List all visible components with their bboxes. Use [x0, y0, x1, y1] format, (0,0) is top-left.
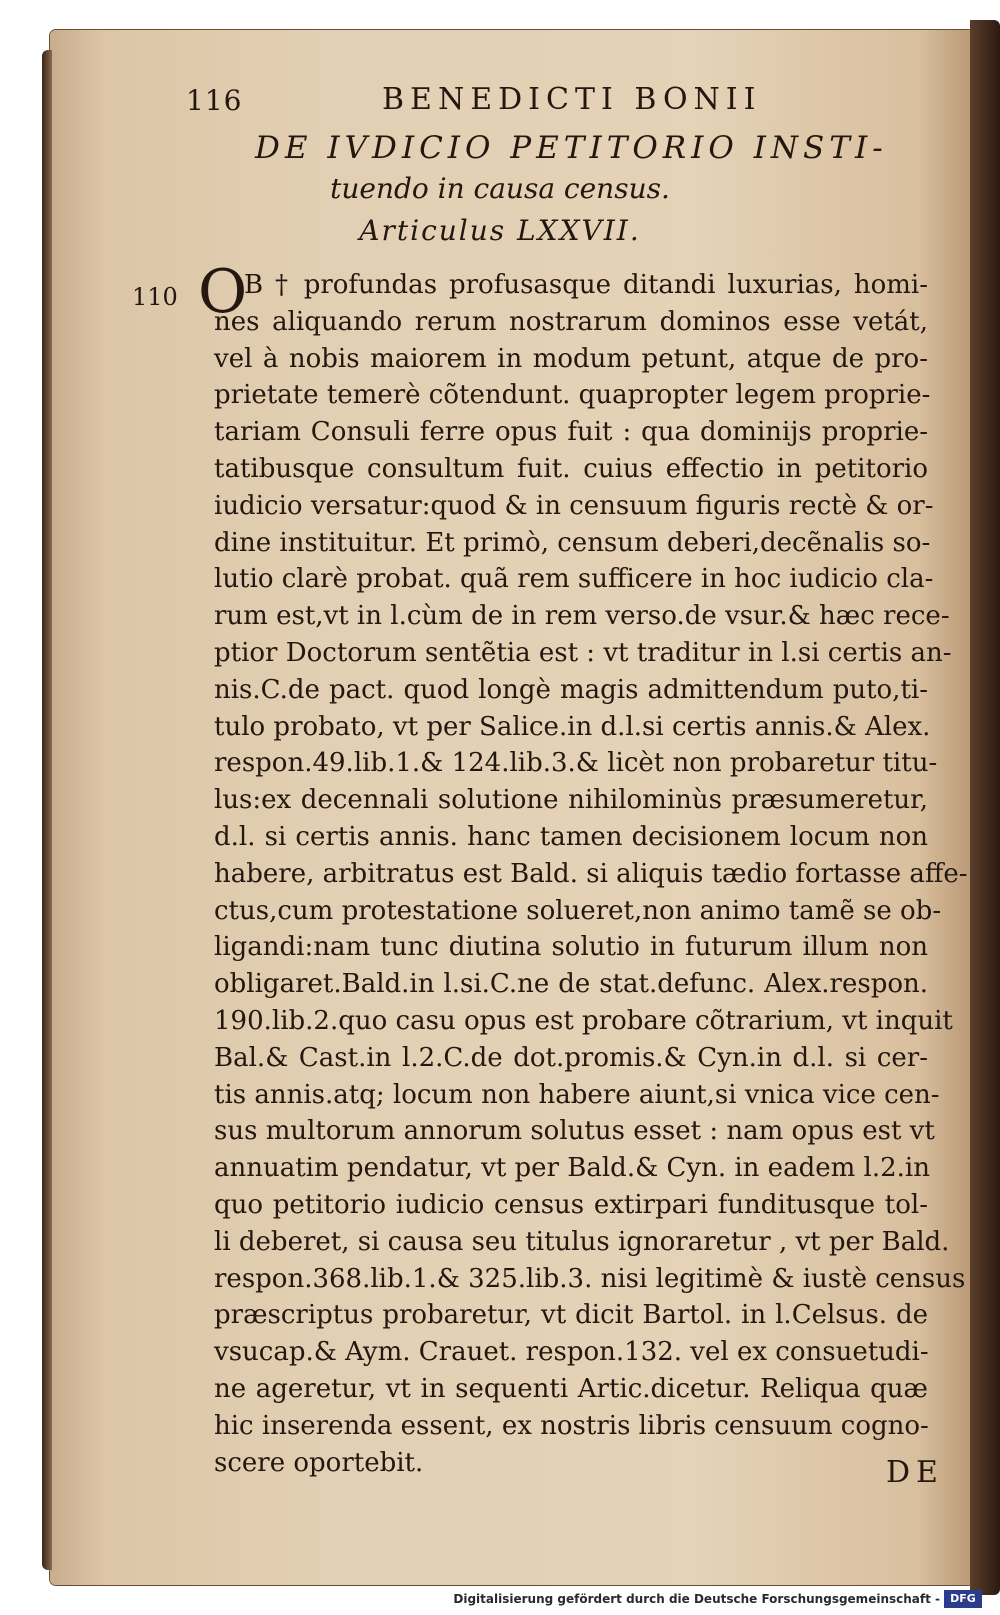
- body-line: Bal.& Cast.in l.2.C.de dot.promis.& Cyn.in d.l. si cer-: [214, 1042, 928, 1073]
- body-line: annuatim pendatur, vt per Bald.& Cyn. in eadem l.2.in: [214, 1153, 930, 1184]
- body-line: ne ageretur, vt in sequenti Artic.dicetur. Reliqua quæ: [214, 1374, 928, 1404]
- catchword: DE: [886, 1455, 944, 1490]
- body-line: prietate temerè cõtendunt. quapropter legem proprie-: [214, 380, 931, 411]
- chapter-title-line-2: tuendo in causa census.: [330, 172, 670, 205]
- marginal-number: 110: [132, 283, 178, 311]
- body-line: d.l. si certis annis. hanc tamen decisionem locum non: [214, 822, 928, 852]
- body-line: iudicio versatur:quod & in censuum figuris rectè & or-: [214, 490, 934, 521]
- body-line: vsucap.& Aym. Crauet. respon.132. vel ex consuetudi-: [214, 1337, 929, 1368]
- body-line: respon.49.lib.1.& 124.lib.3.& licèt non probaretur titu-: [214, 748, 938, 779]
- body-line: tariam Consuli ferre opus fuit : qua dominijs proprie-: [214, 417, 928, 448]
- digitization-credit: Digitalisierung gefördert durch die Deutsche Forschungsgemeinschaft -: [453, 1592, 940, 1606]
- running-title: BENEDICTI BONII: [382, 82, 762, 117]
- body-line: nis.C.de pact. quod longè magis admittendum puto,ti-: [214, 674, 928, 705]
- body-line: rum est,vt in l.cùm de in rem verso.de vsur.& hæc rece-: [214, 601, 950, 632]
- drop-cap-initial: O: [198, 257, 248, 327]
- body-line: hic inserenda essent, ex nostris libris censuum cogno-: [214, 1410, 929, 1441]
- chapter-title-line-1: DE IVDICIO PETITORIO INSTI-: [255, 130, 888, 166]
- body-line: respon.368.lib.1.& 325.lib.3. nisi legitimè & iustè census: [214, 1263, 966, 1294]
- body-line: sus multorum annorum solutus esset : nam opus est vt: [214, 1116, 935, 1147]
- body-line: tulo probato, vt per Salice.in d.l.si certis annis.& Alex.: [214, 711, 931, 742]
- body-line: lutio clarè probat. quã rem sufficere in hoc iudicio cla-: [214, 564, 934, 595]
- body-line: li deberet, si causa seu titulus ignoraretur , vt per Bald.: [214, 1226, 950, 1257]
- body-line: ligandi:nam tunc diutina solutio in futurum illum non: [214, 932, 928, 963]
- body-line: obligaret.Bald.in l.si.C.ne de stat.defunc. Alex.respon.: [214, 969, 928, 1000]
- body-line: B † profundas profusasque ditandi luxurias, homi-: [244, 270, 928, 300]
- body-line: dine instituitur. Et primò, censum deberi,decẽnalis so-: [214, 527, 931, 558]
- body-line: quo petitorio iudicio census extirpari funditusque tol-: [214, 1190, 928, 1220]
- body-line: scere oportebit.: [214, 1447, 424, 1478]
- body-line: nes aliquando rerum nostrarum dominos esse vetát,: [214, 306, 928, 337]
- body-line: ptior Doctorum sentẽtia est : vt traditur in l.si certis an-: [214, 638, 952, 668]
- body-line: 190.lib.2.quo casu opus est probare cõtrarium, vt inquit: [214, 1006, 953, 1036]
- body-line: habere, arbitratus est Bald. si aliquis tædio fortasse affe-: [214, 858, 968, 889]
- page-edge-right: [970, 20, 1000, 1595]
- body-line: ctus,cum protestatione solueret,non animo tamẽ se ob-: [214, 895, 942, 926]
- dfg-logo: DFG: [944, 1590, 982, 1608]
- page-number: 116: [186, 84, 243, 117]
- body-line: tatibusque consultum fuit. cuius effectio in petitorio: [214, 454, 928, 484]
- page-edge-left: [42, 50, 52, 1570]
- body-line: præscriptus probaretur, vt dicit Bartol. in l.Celsus. de: [214, 1300, 928, 1331]
- chapter-title-line-3: Articulus LXXVII.: [359, 214, 641, 247]
- body-line: vel à nobis maiorem in modum petunt, atque de pro-: [214, 343, 928, 374]
- body-line: tis annis.atq; locum non habere aiunt,si vnica vice cen-: [214, 1079, 940, 1110]
- body-line: lus:ex decennali solutione nihilominùs præsumeretur,: [214, 785, 928, 816]
